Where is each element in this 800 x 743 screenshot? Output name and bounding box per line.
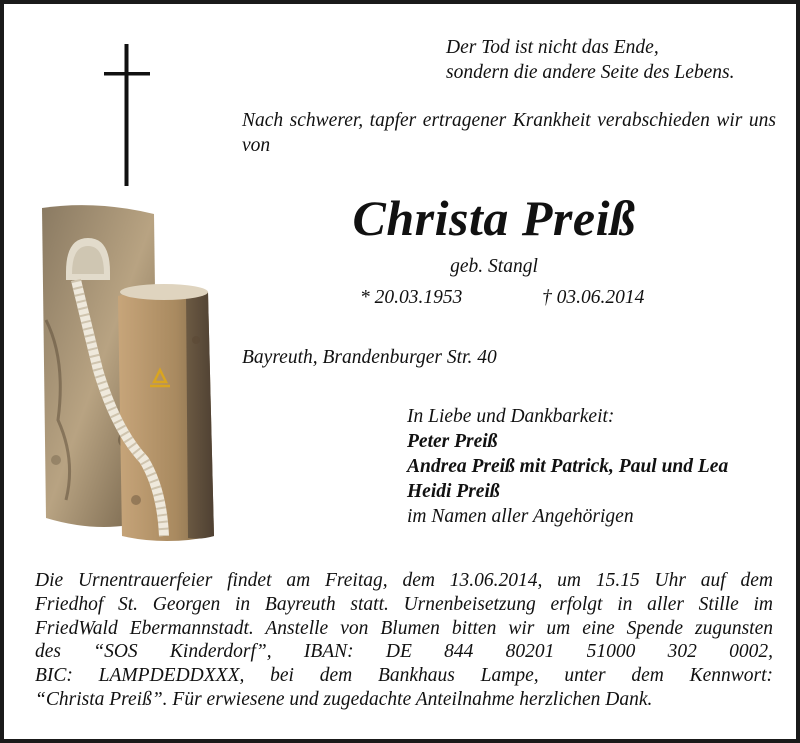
mourner-name: Peter Preiß (407, 431, 498, 452)
funeral-line: des “SOS Kinderdorf”, IBAN: DE 844 80201 51000 302 0002, (35, 641, 773, 663)
mourners-closing: im Namen aller Angehörigen (407, 506, 634, 527)
cross-icon (104, 44, 150, 186)
funeral-line: Die Urnentrauerfeier findet am Freitag, dem 13.06.2014, um 15.15 Uhr auf dem (35, 570, 773, 591)
intro-text: Nach schwerer, tapfer ertragener Krankheit verabschieden wir uns von (242, 110, 776, 156)
motto-line-2: sondern die andere Seite des Lebens. (446, 62, 735, 83)
funeral-line: FriedWald Ebermannstadt. Anstelle von Blumen bitten wir um eine Spende zugunsten (35, 617, 773, 639)
address: Bayreuth, Brandenburger Str. 40 (242, 347, 497, 368)
funeral-line: Friedhof St. Georgen in Bayreuth statt. Urnenbeisetzung erfolgt in aller Stille im (35, 593, 773, 615)
mourners-block (407, 404, 728, 529)
motto-line-1: Der Tod ist nicht das Ende, (446, 37, 659, 58)
deceased-name: Christa Preiß (352, 190, 636, 246)
maiden-name: geb. Stangl (450, 256, 538, 277)
mourner-name: Andrea Preiß mit Patrick, Paul und Lea (407, 456, 729, 477)
funeral-details (35, 569, 773, 712)
motto (446, 35, 734, 85)
mourners-heading: In Liebe und Dankbarkeit: (407, 406, 615, 427)
death-date: † 03.06.2014 (542, 287, 645, 308)
mourner-name: Heidi Preiß (407, 481, 500, 502)
birth-date: * 20.03.1953 (360, 287, 463, 308)
funeral-line: “Christa Preiß”. Für erwiesene und zugedachte Anteilnahme herzlichen Dank. (35, 688, 653, 710)
funeral-line: BIC: LAMPDEDDXXX, bei dem Bankhaus Lampe, unter dem Kennwort: (35, 665, 773, 687)
gravestone-image (36, 200, 220, 546)
